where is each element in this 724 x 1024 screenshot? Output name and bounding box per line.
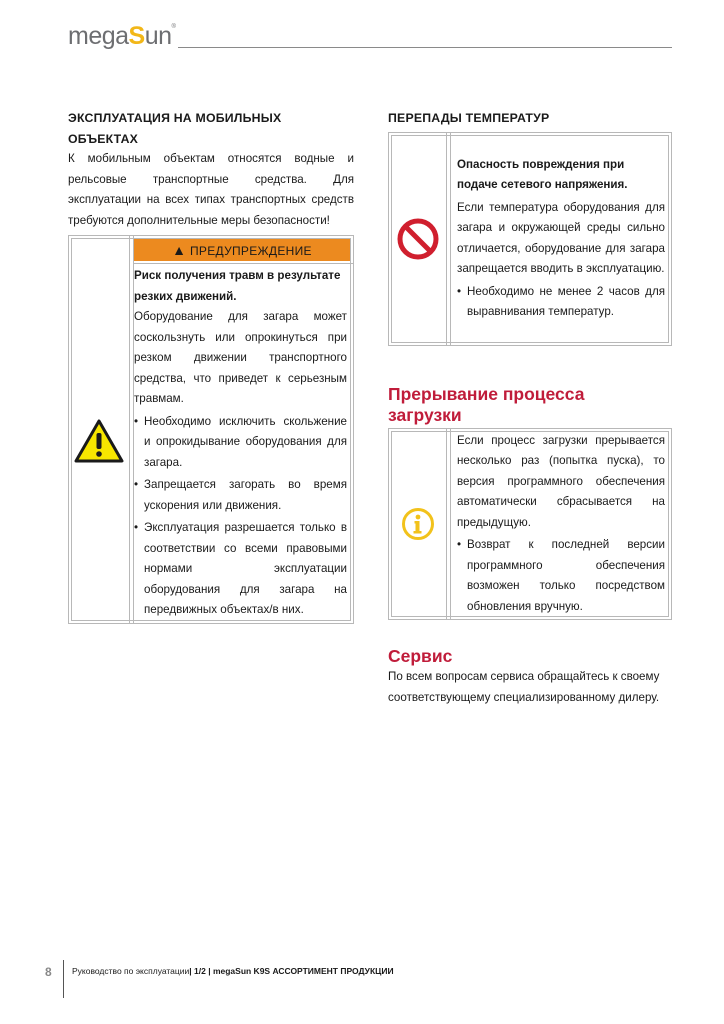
list-item: • Возврат к последней версии программного обеспечения возможен только посредством обновления вручную. (457, 535, 665, 617)
prohibition-icon-cell (389, 133, 447, 345)
warning-box (68, 235, 354, 624)
temperature-bullets (457, 282, 665, 323)
warning-icon-cell (69, 236, 130, 623)
warning-title: Риск получения травм в результате резких движений. (134, 269, 341, 303)
warning-banner-icon: ▲ (172, 242, 187, 258)
header-rule (178, 47, 672, 48)
footer-part: | 1/2 | megaSun K9S АССОРТИМЕНТ ПРОДУКЦИИ (189, 966, 394, 976)
prohibition-icon (396, 217, 440, 261)
boot-interrupt-heading: Прерывание процесса загрузки (388, 383, 585, 425)
right-column (388, 108, 672, 708)
warning-bullets (134, 412, 347, 621)
boot-bullets (457, 535, 665, 617)
intro-paragraph: К мобильным объектам относятся водные и рельсовые транспортные средства. Для эксплуатации на всех типах транспортных средств требуются дополнительные меры безопасности! (68, 152, 354, 227)
temperature-heading: ПЕРЕПАДЫ ТЕМПЕРАТУР (388, 111, 550, 125)
temperature-title: Опасность повреждения при подаче сетевого напряжения. (457, 157, 628, 191)
megasun-logo: megaSun® (68, 22, 176, 50)
boot-body: Если процесс загрузки прерывается несколько раз (попытка пуска), то версия программного обеспечения автоматически сбрасывается на предыдущую. (457, 433, 665, 529)
info-icon (401, 507, 435, 541)
warning-triangle-icon (74, 419, 124, 463)
list-item: • Эксплуатация разрешается только в соответствии со всеми правовыми нормами эксплуатации оборудования для загара на передвижных объектах/в них. (134, 518, 347, 621)
warning-body: Оборудование для загара может соскользнуть или опрокинуться при резком движении транспортного средства, что приведет к серьезным травмам. (134, 310, 347, 405)
list-item: • Запрещается загорать во время ускорения или движения. (134, 475, 347, 516)
mobile-objects-section (68, 108, 354, 624)
service-heading: Сервис (388, 646, 453, 666)
info-icon-cell (389, 429, 447, 620)
footer-rule (63, 960, 64, 998)
footer-doc-title: Руководство по эксплуатации (72, 966, 190, 976)
temperature-body: Если температура оборудования для загара и окружающей среды сильно отличается, оборудование для загара запрещается вводить в эксплуатацию. (457, 200, 665, 275)
page-number: 8 (45, 965, 52, 979)
service-body: По всем вопросам сервиса обращайтесь к своему соответствующему специализированному дилеру. (388, 670, 660, 704)
footer-text (72, 966, 394, 976)
boot-info-box (388, 428, 672, 621)
temperature-box (388, 132, 672, 346)
section-heading: ЭКСПЛУАТАЦИЯ НА МОБИЛЬНЫХ ОБЪЕКТАХ (68, 111, 282, 146)
list-item: • Необходимо исключить скольжение и опрокидывание оборудования для загара. (134, 412, 347, 474)
warning-banner-label: ПРЕДУПРЕЖДЕНИЕ (189, 244, 312, 258)
warning-banner (134, 238, 350, 261)
list-item: • Необходимо не менее 2 часов для выравнивания температур. (457, 282, 665, 323)
